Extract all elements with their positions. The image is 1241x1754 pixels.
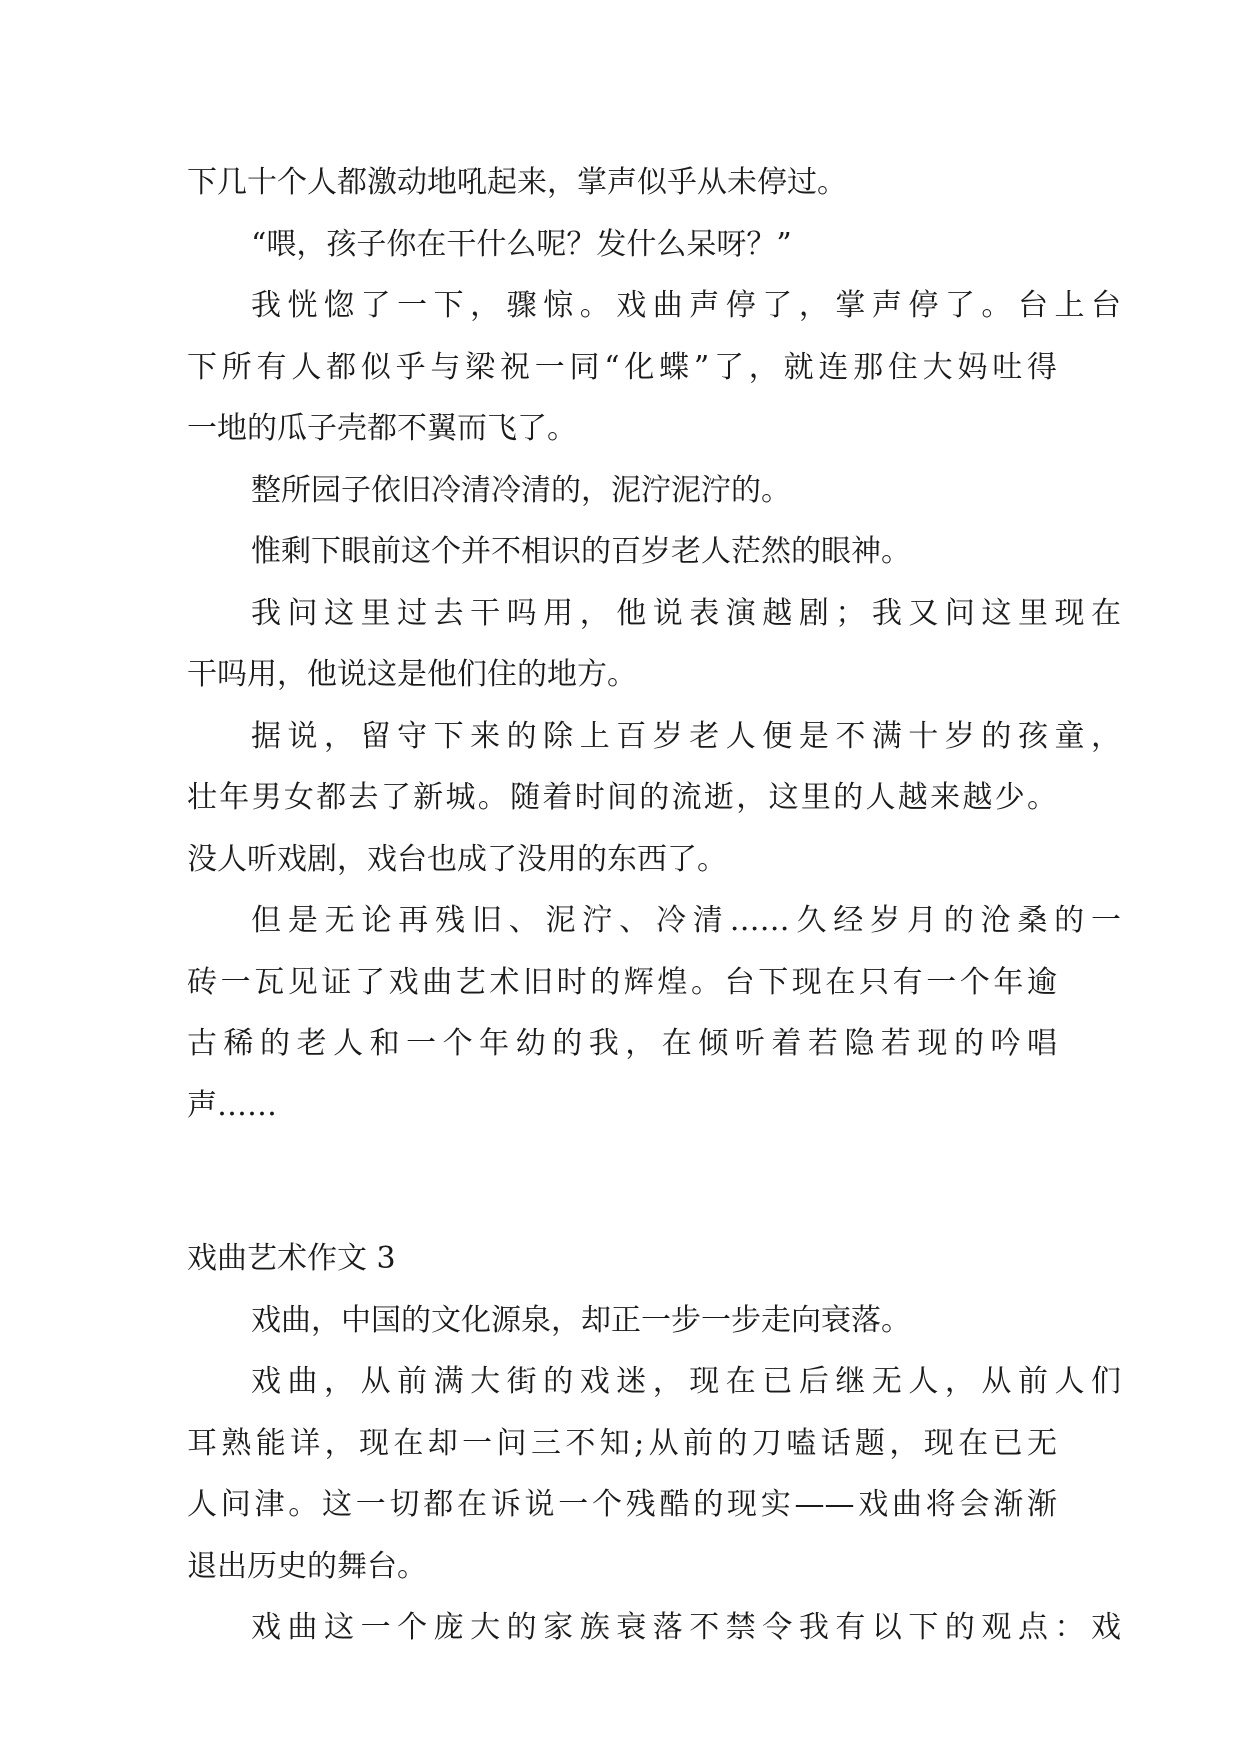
paragraph-line: 下几十个人都激动地吼起来，掌声似乎从未停过。	[187, 165, 847, 200]
essay-body	[187, 152, 1121, 1659]
paragraph-line: 戏曲，从前满大街的戏迷，现在已后继无人，从前人们	[251, 1364, 1121, 1399]
paragraph-line: 惟剩下眼前这个并不相识的百岁老人茫然的眼神。	[251, 534, 911, 569]
paragraph-line: 一地的瓜子壳都不翼而飞了。	[187, 411, 577, 446]
paragraph-line: 我恍惚了一下，骤惊。戏曲声停了，掌声停了。台上台	[251, 288, 1121, 323]
paragraph-line: 戏曲，中国的文化源泉，却正一步一步走向衰落。	[251, 1302, 911, 1338]
section-spacer	[187, 1136, 1057, 1228]
paragraph-line: 退出历史的舞台。	[187, 1548, 427, 1584]
paragraph-line: 古稀的老人和一个年幼的我，在倾听着若隐若现的吟唱	[187, 1026, 1057, 1061]
paragraph-line: 整所园子依旧冷清冷清的，泥泞泥泞的。	[251, 472, 791, 508]
paragraph-line: 据说，留守下来的除上百岁老人便是不满十岁的孩童，	[251, 718, 1121, 754]
paragraph-line: 下所有人都似乎与梁祝一同“化蝶”了，就连那住大妈吐得	[187, 349, 1057, 385]
paragraph-line: 砖一瓦见证了戏曲艺术旧时的辉煌。台下现在只有一个年逾	[187, 964, 1057, 1000]
paragraph-line: 耳熟能详，现在却一问三不知;从前的刀嗑话题，现在已无	[187, 1425, 1057, 1461]
paragraph-line: 声……	[187, 1087, 277, 1123]
section-heading: 戏曲艺术作文 3	[187, 1241, 396, 1276]
paragraph-line: 人问津。这一切都在诉说一个残酷的现实——戏曲将会渐渐	[187, 1487, 1057, 1522]
paragraph-line: 我问这里过去干吗用，他说表演越剧；我又问这里现在	[251, 595, 1121, 631]
paragraph-line: 戏曲这一个庞大的家族衰落不禁令我有以下的观点：戏	[251, 1610, 1121, 1645]
paragraph-line: 壮年男女都去了新城。随着时间的流逝，这里的人越来越少。	[187, 780, 1057, 815]
paragraph-line: 没人听戏剧，戏台也成了没用的东西了。	[187, 841, 727, 877]
paragraph-line: 干吗用，他说这是他们住的地方。	[187, 657, 637, 692]
paragraph-line: “喂，孩子你在干什么呢？发什么呆呀？”	[251, 226, 792, 262]
paragraph-line: 但是无论再残旧、泥泞、冷清……久经岁月的沧桑的一	[251, 903, 1121, 938]
